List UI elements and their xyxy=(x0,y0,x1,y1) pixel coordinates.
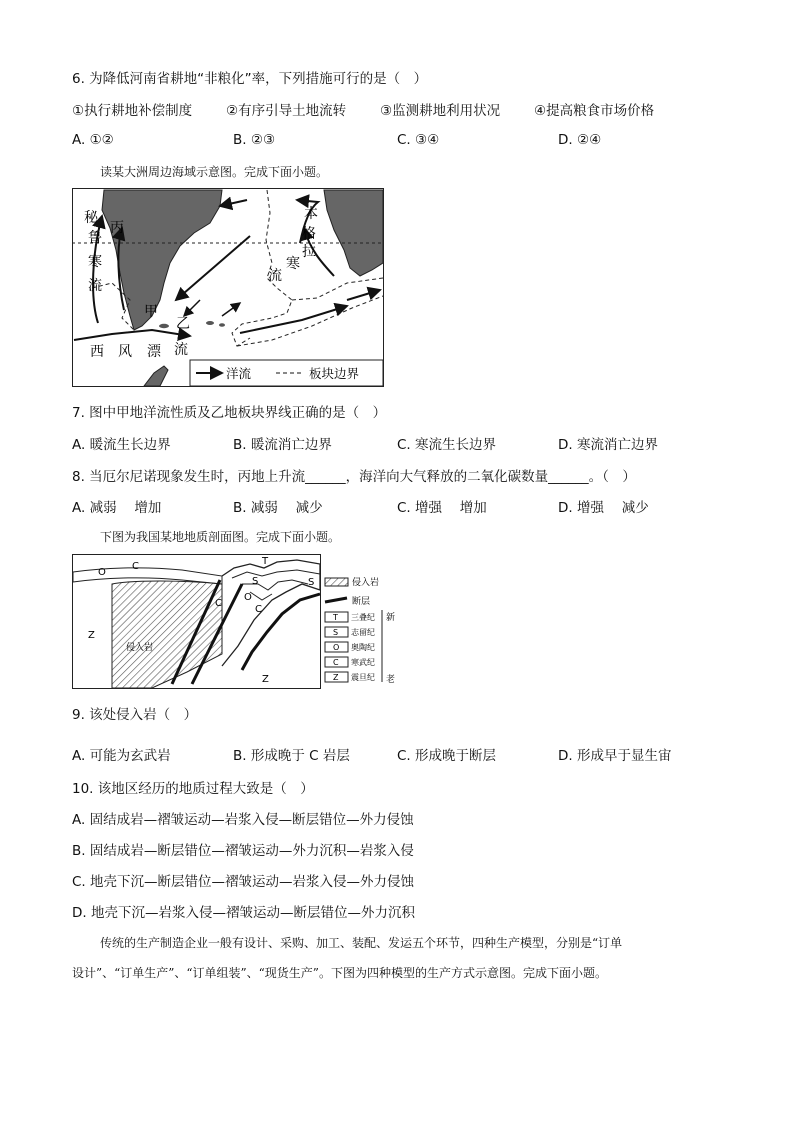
svg-text:S: S xyxy=(252,576,259,587)
q7-option-c: C. 寒流生长边界 xyxy=(397,437,497,453)
q10-option-d: D. 地壳下沉—岩浆入侵—褶皱运动—断层错位—外力沉积 xyxy=(72,905,415,921)
svg-text:老: 老 xyxy=(386,675,396,685)
q10-option-c: C. 地壳下沉—断层错位—褶皱运动—岩浆入侵—外力侵蚀 xyxy=(72,874,415,890)
svg-text:T: T xyxy=(333,613,338,622)
q6-measure-2: ②有序引导土地流转 xyxy=(226,103,347,119)
q9-option-c: C. 形成晚于断层 xyxy=(397,748,497,764)
svg-text:流: 流 xyxy=(268,268,282,284)
svg-text:三叠纪: 三叠纪 xyxy=(351,613,375,622)
svg-text:流: 流 xyxy=(88,278,102,294)
q8-option-c: C. 增强 增加 xyxy=(397,500,487,516)
svg-text:鲁: 鲁 xyxy=(88,230,102,246)
svg-text:本: 本 xyxy=(304,206,318,222)
svg-text:志留纪: 志留纪 xyxy=(351,628,375,637)
q6-option-b: B. ②③ xyxy=(233,132,276,148)
q8-option-d: D. 增强 减少 xyxy=(558,500,649,516)
svg-text:O: O xyxy=(244,592,252,603)
svg-text:寒: 寒 xyxy=(286,256,300,272)
q9-option-a: A. 可能为玄武岩 xyxy=(72,748,171,764)
svg-text:乙: 乙 xyxy=(176,316,190,332)
q6-option-a: A. ①② xyxy=(72,132,114,148)
q6-option-d: D. ②④ xyxy=(558,132,602,148)
ocean-current-map xyxy=(72,188,384,387)
q6-measure-1: ①执行耕地补偿制度 xyxy=(72,103,193,119)
intro-map1: 读某大洲周边海域示意图。完成下面小题。 xyxy=(100,165,329,179)
svg-text:寒武纪: 寒武纪 xyxy=(351,658,375,667)
svg-text:漂: 漂 xyxy=(147,344,161,360)
svg-text:格: 格 xyxy=(302,226,316,242)
q8-option-a: A. 减弱 增加 xyxy=(72,500,162,516)
svg-text:Z: Z xyxy=(333,673,339,682)
svg-text:风: 风 xyxy=(118,344,132,360)
svg-text:T: T xyxy=(262,556,269,567)
q7-option-b: B. 暖流消亡边界 xyxy=(233,437,332,453)
intro-production-line1: 传统的生产制造企业一般有设计、采购、加工、装配、发运五个环节，四种生产模型，分别是“订单 xyxy=(100,936,623,950)
q10-option-b: B. 固结成岩—断层错位—褶皱运动—外力沉积—岩浆入侵 xyxy=(72,843,414,859)
q6-stem: 6. 为降低河南省耕地“非粮化”率，下列措施可行的是（ ） xyxy=(72,71,428,87)
q6-measure-3: ③监测耕地利用状况 xyxy=(380,103,501,119)
q9-option-d: D. 形成早于显生宙 xyxy=(558,748,672,764)
intro-map2: 下图为我国某地地质剖面图。完成下面小题。 xyxy=(100,530,341,544)
svg-text:寒: 寒 xyxy=(88,254,102,270)
q8-option-b: B. 减弱 减少 xyxy=(233,500,323,516)
q8-stem: 8. 当厄尔尼诺现象发生时，丙地上升流______，海洋向大气释放的二氧化碳数量______。（ ） xyxy=(72,469,636,485)
svg-text:西: 西 xyxy=(90,344,104,360)
q6-option-c: C. ③④ xyxy=(397,132,440,148)
q9-stem: 9. 该处侵入岩（ ） xyxy=(72,707,198,723)
svg-text:拉: 拉 xyxy=(302,244,316,260)
svg-text:S: S xyxy=(308,577,315,588)
svg-text:S: S xyxy=(333,628,339,637)
svg-text:侵入岩: 侵入岩 xyxy=(352,578,380,588)
svg-text:Z: Z xyxy=(262,674,269,685)
svg-text:Z: Z xyxy=(88,630,95,641)
q7-option-d: D. 寒流消亡边界 xyxy=(558,437,658,453)
geologic-cross-section xyxy=(72,554,404,690)
svg-text:丙: 丙 xyxy=(110,220,124,236)
q10-option-a: A. 固结成岩—褶皱运动—岩浆入侵—断层错位—外力侵蚀 xyxy=(72,812,414,828)
svg-text:秘: 秘 xyxy=(84,210,98,226)
q9-option-b: B. 形成晚于 C 岩层 xyxy=(233,748,350,764)
svg-text:奥陶纪: 奥陶纪 xyxy=(351,643,375,652)
svg-text:断层: 断层 xyxy=(352,597,371,607)
svg-text:C: C xyxy=(132,561,139,572)
q7-stem: 7. 图中甲地洋流性质及乙地板块界线正确的是（ ） xyxy=(72,405,387,421)
svg-text:新: 新 xyxy=(386,613,396,623)
svg-text:O: O xyxy=(98,567,106,578)
q6-measure-4: ④提高粮食市场价格 xyxy=(534,103,655,119)
svg-text:C: C xyxy=(333,658,339,667)
svg-text:甲: 甲 xyxy=(144,304,158,320)
svg-text:C: C xyxy=(255,604,262,615)
intro-production-line2: 设计”、“订单生产”、“订单组装”、“现货生产”。下图为四种模型的生产方式示意图。完成下面小题。 xyxy=(72,966,607,980)
q10-stem: 10. 该地区经历的地质过程大致是（ ） xyxy=(72,781,314,797)
svg-text:洋流: 洋流 xyxy=(226,366,252,381)
svg-text:板块边界: 板块边界 xyxy=(309,366,360,381)
q7-option-a: A. 暖流生长边界 xyxy=(72,437,171,453)
svg-text:侵入岩: 侵入岩 xyxy=(126,643,154,653)
svg-text:流: 流 xyxy=(174,342,188,358)
svg-text:C: C xyxy=(215,598,222,609)
svg-text:O: O xyxy=(333,643,340,652)
svg-text:震旦纪: 震旦纪 xyxy=(351,673,375,682)
